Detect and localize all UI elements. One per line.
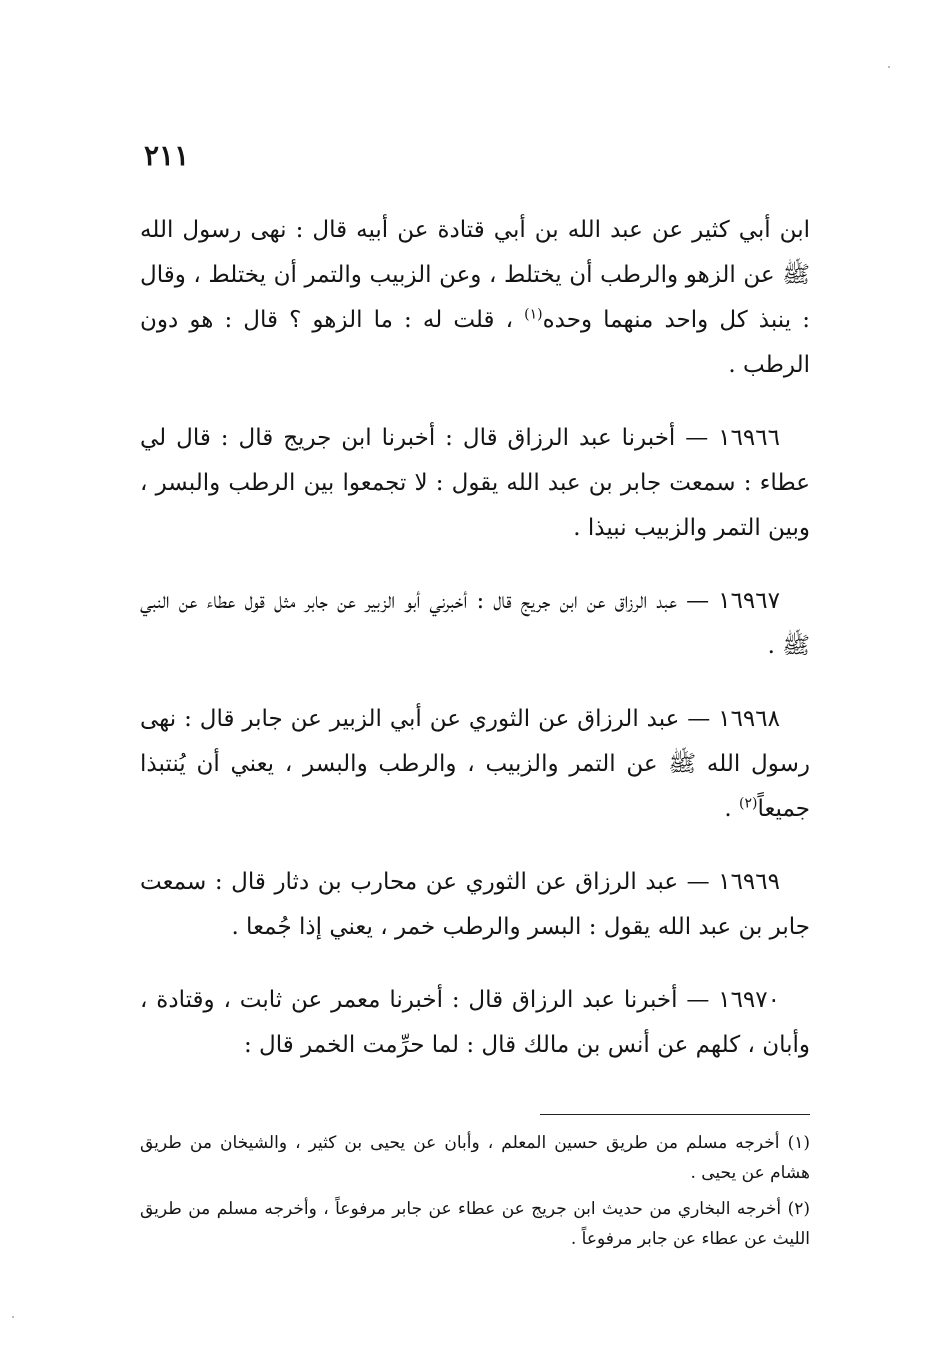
- scan-artifact: [888, 66, 890, 68]
- footnote-2: [140, 1194, 810, 1254]
- hadith-paragraph-16967: [140, 579, 810, 669]
- footnote-separator: [540, 1114, 810, 1115]
- hadith-text-after: .: [724, 796, 739, 822]
- hadith-number: ١٦٩٦٩: [718, 869, 780, 895]
- main-text: [140, 208, 810, 1096]
- hadith-paragraph-16969: [140, 860, 810, 950]
- footnote-1: [140, 1128, 810, 1188]
- hadith-paragraph-16968: [140, 697, 810, 832]
- hadith-paragraph-16966: [140, 416, 810, 551]
- footnote-marker: (٢): [787, 1199, 810, 1219]
- page-number: ٢١١: [144, 139, 190, 172]
- hadith-text: — عبد الرزاق عن الثوري عن أبي الزبير عن جابر قال : نهى رسول الله ﷺ عن التمر والزبيب ، والرطب والبسر ، يعني أن يُنتبذا جميعاً: [140, 706, 810, 822]
- hadith-number: ١٦٩٦٧: [718, 588, 780, 614]
- hadith-number: ١٦٩٦٦: [718, 425, 780, 451]
- paragraph-text-after: ، قلت له : ما الزهو ؟ قال : هو دون الرطب .: [140, 307, 810, 378]
- footnotes-section: [140, 1128, 810, 1260]
- footnote-reference-2[interactable]: (٢): [738, 795, 758, 812]
- paragraph-text: ابن أبي كثير عن عبد الله بن أبي قتادة عن أبيه قال : نهى رسول الله ﷺ عن الزهو والرطب أن يختلط ، وعن الزبيب والتمر أن يختلط ، وقال : ينبذ كل واحد منهما وحده: [140, 217, 810, 333]
- continuation-paragraph: [140, 208, 810, 388]
- hadith-paragraph-16970: [140, 978, 810, 1068]
- hadith-text: — عبد الرزاق عن ابن جريج قال : أخبرني أبو الزبير عن جابر مثل قول عطاء عن النبي ﷺ .: [140, 588, 810, 659]
- footnote-reference-1[interactable]: (١): [524, 306, 543, 323]
- hadith-text: — عبد الرزاق عن الثوري عن محارب بن دثار قال : سمعت جابر بن عبد الله يقول : البسر والرطب خمر ، يعني إذا جُمعا .: [140, 869, 810, 940]
- hadith-number: ١٦٩٧٠: [718, 987, 780, 1013]
- footnote-marker: (١): [787, 1133, 810, 1153]
- hadith-text: — أخبرنا عبد الرزاق قال : أخبرنا ابن جريج قال : قال لي عطاء : سمعت جابر بن عبد الله يقول : لا تجمعوا بين الرطب والبسر ، وبين التمر والزبيب نبيذا .: [140, 425, 810, 541]
- scan-artifact: [12, 1316, 14, 1318]
- footnote-text: أخرجه البخاري من حديث ابن جريج عن عطاء عن جابر مرفوعاً ، وأخرجه مسلم من طريق الليث عن عطاء عن جابر مرفوعاً .: [140, 1199, 810, 1249]
- hadith-text: — أخبرنا عبد الرزاق قال : أخبرنا معمر عن ثابت ، وقتادة ، وأبان ، كلهم عن أنس بن مالك قال : لما حرِّمت الخمر قال :: [140, 987, 810, 1058]
- footnote-text: أخرجه مسلم من طريق حسين المعلم ، وأبان عن يحيى بن كثير ، والشيخان من طريق هشام عن يحيى .: [140, 1133, 810, 1183]
- hadith-number: ١٦٩٦٨: [718, 706, 780, 732]
